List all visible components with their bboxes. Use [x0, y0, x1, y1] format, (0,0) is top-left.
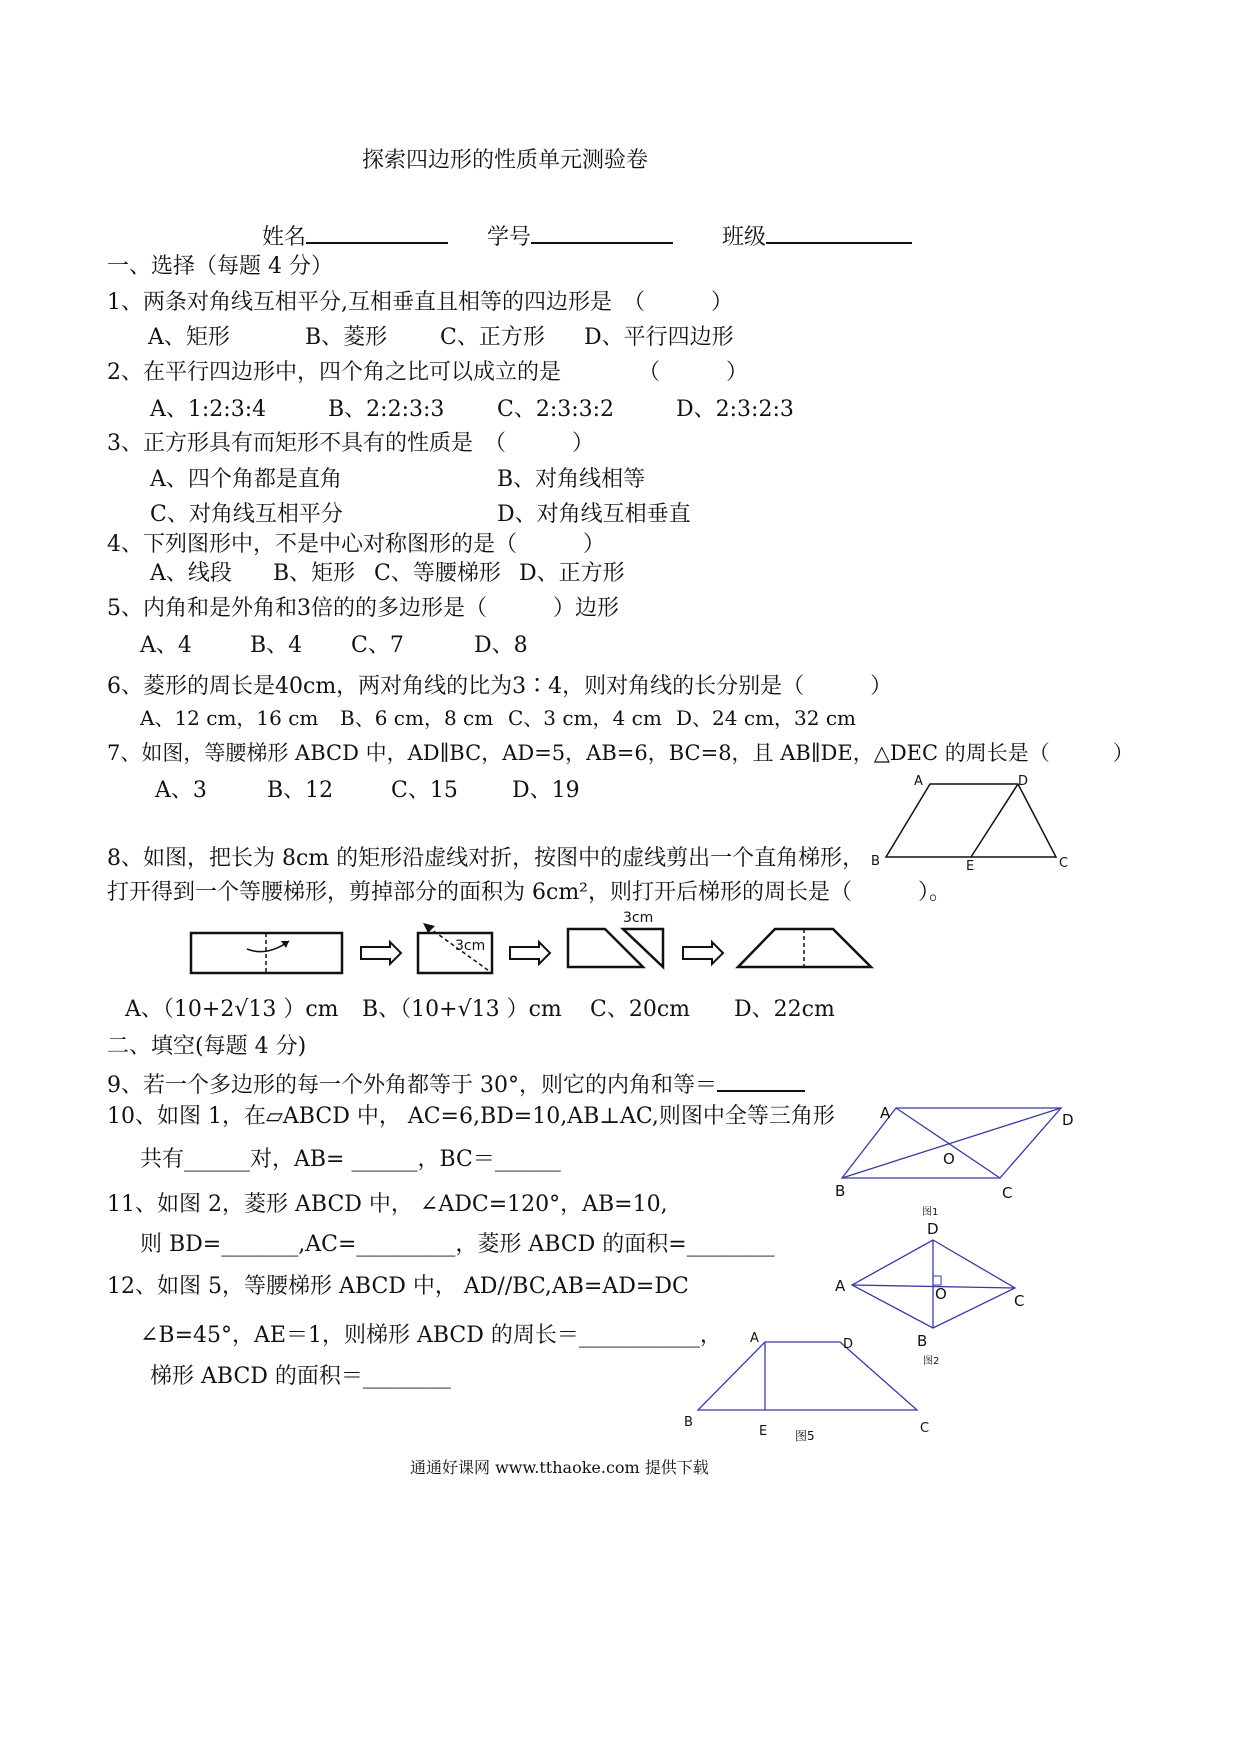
- q7-segment-de: [971, 784, 1018, 857]
- q10-line2: 共有______对，AB= ______，BC＝______: [140, 1147, 561, 1172]
- q8-option-c: C、20cm: [590, 997, 691, 1022]
- q11-label-b: B: [917, 1332, 928, 1350]
- q6-stem: 6、菱形的周长是40cm，两对角线的比为3∶4，则对角线的长分别是（ ）: [107, 674, 893, 699]
- q12-caption: 图5: [795, 1429, 815, 1443]
- q12-line1: 12、如图 5，等腰梯形 ABCD 中， AD//BC,AB=AD=DC: [107, 1274, 689, 1299]
- q7-label-a: A: [914, 774, 923, 789]
- q5-option-b: B、4: [250, 633, 303, 658]
- q10-label-d: D: [1062, 1111, 1074, 1129]
- q11-label-o: O: [935, 1285, 947, 1303]
- q12-label-c: C: [920, 1421, 930, 1436]
- q8-isosceles-trapezoid: [738, 929, 871, 967]
- q12-line3: 梯形 ABCD 的面积＝________: [150, 1364, 451, 1389]
- q8-cut-triangle: [623, 929, 663, 967]
- q1-option-d: D、平行四边形: [584, 325, 734, 350]
- q11-right-angle-mark: [933, 1276, 941, 1285]
- q12-trapezoid-figure: [680, 1330, 940, 1445]
- class-field: [722, 220, 912, 251]
- q8-line1: 8、如图，把长为 8cm 的矩形沿虚线对折，按图中的虚线剪出一个直角梯形，: [107, 846, 865, 871]
- q8-folding-figure: [185, 905, 885, 980]
- q3-option-c: C、对角线互相平分: [150, 502, 343, 527]
- q8-arrow-2-icon: [510, 942, 550, 964]
- q8-option-a: A、（10+2√13 ）cm: [125, 997, 339, 1022]
- q8-fold-arrowhead: [281, 941, 289, 948]
- q9-answer-blank[interactable]: [717, 1068, 805, 1092]
- q1-option-c: C、正方形: [440, 325, 545, 350]
- q8-line2: 打开得到一个等腰梯形，剪掉部分的面积为 6cm²，则打开后梯形的周长是（ ）。: [107, 880, 951, 905]
- q10-label-o: O: [943, 1150, 955, 1168]
- q9-stem: [107, 1068, 805, 1099]
- q7-label-d: D: [1018, 774, 1029, 789]
- q4-option-a: A、线段: [150, 561, 232, 586]
- q7-label-c: C: [1059, 856, 1069, 871]
- q8-option-d: D、22cm: [734, 997, 835, 1022]
- student-id-field: [487, 220, 673, 251]
- q8-rectangle: [191, 933, 342, 973]
- q5-stem: 5、内角和是外角和3倍的的多边形是（ ）边形: [107, 596, 619, 621]
- q7-stem: 7、如图，等腰梯形 ABCD 中，AD∥BC，AD=5，AB=6，BC=8，且 AB∥DE，△DEC 的周长是（ ）: [107, 741, 1134, 765]
- q10-parallelogram-figure: [830, 1098, 1080, 1218]
- q7-trapezoid-figure: [868, 770, 1078, 875]
- q6-option-c: C、3 cm，4 cm: [508, 706, 662, 730]
- q11-line2: 则 BD=_______,AC=_________，菱形 ABCD 的面积=________: [140, 1232, 775, 1257]
- q6-option-b: B、6 cm，8 cm: [340, 706, 494, 730]
- q3-option-a: A、四个角都是直角: [150, 467, 342, 492]
- q12-label-d: D: [843, 1337, 854, 1352]
- q2-option-b: B、2:2:3:3: [328, 397, 445, 422]
- q10-label-a: A: [880, 1104, 891, 1122]
- q7-option-b: B、12: [267, 778, 334, 803]
- q2-option-d: D、2:3:2:3: [676, 397, 794, 422]
- q5-option-d: D、8: [474, 633, 528, 658]
- q3-option-b: B、对角线相等: [497, 467, 646, 492]
- q2-option-a: A、1:2:3:4: [150, 397, 267, 422]
- q10-label-c: C: [1002, 1184, 1013, 1202]
- section-fill-heading: 二、填空(每题 4 分): [107, 1034, 307, 1059]
- q5-option-c: C、7: [351, 633, 404, 658]
- q2-stem: 2、在平行四边形中，四个角之比可以成立的是 （ ）: [107, 360, 748, 385]
- q12-trapezoid-outline: [698, 1342, 917, 1410]
- q4-option-d: D、正方形: [519, 561, 625, 586]
- q11-label-d: D: [927, 1220, 939, 1238]
- q3-stem: 3、正方形具有而矩形不具有的性质是 （ ）: [107, 431, 594, 456]
- q6-option-d: D、24 cm，32 cm: [676, 706, 856, 730]
- class-label: 班级: [722, 225, 767, 250]
- q12-line2: ∠B=45°，AE＝1，则梯形 ABCD 的周长＝___________，: [140, 1323, 722, 1348]
- q7-option-d: D、19: [512, 778, 580, 803]
- student-id-label: 学号: [487, 225, 532, 250]
- q6-option-a: A、12 cm，16 cm: [140, 706, 319, 730]
- q3-option-d: D、对角线互相垂直: [497, 502, 691, 527]
- q11-caption: 图2: [923, 1356, 940, 1367]
- q8-label-3cm-a: 3cm: [455, 938, 486, 954]
- q2-option-c: C、2:3:3:2: [497, 397, 615, 422]
- q8-arrow-1-icon: [361, 942, 401, 964]
- q8-option-b: B、（10+√13 ）cm: [362, 997, 562, 1022]
- q7-trapezoid-outline: [886, 784, 1056, 857]
- page-footer: 通通好课网 www.tthaoke.com 提供下载: [410, 1458, 709, 1477]
- q8-label-3cm-b: 3cm: [623, 910, 654, 926]
- q1-stem: 1、两条对角线互相平分,互相垂直且相等的四边形是 （ ）: [107, 290, 733, 315]
- page-title: 探索四边形的性质单元测验卷: [362, 148, 649, 173]
- q8-arrow-3-icon: [683, 942, 723, 964]
- q1-option-b: B、菱形: [305, 325, 388, 350]
- q4-option-c: C、等腰梯形: [374, 561, 501, 586]
- q7-option-c: C、15: [391, 778, 458, 803]
- q8-cut-arrowhead: [423, 923, 435, 933]
- section-choice-heading: 一、选择（每题 4 分）: [107, 254, 333, 279]
- q4-stem: 4、下列图形中，不是中心对称图形的是（ ）: [107, 532, 605, 557]
- q5-option-a: A、4: [140, 633, 192, 658]
- name-label: 姓名: [262, 225, 307, 250]
- q9-text: 9、若一个多边形的每一个外角都等于 30°，则它的内角和等＝: [107, 1073, 717, 1098]
- q7-label-b: B: [871, 854, 880, 869]
- q11-label-a: A: [835, 1277, 846, 1295]
- q8-right-trapezoid: [568, 929, 643, 967]
- q12-label-a: A: [750, 1331, 759, 1346]
- name-blank[interactable]: [306, 220, 448, 244]
- q4-option-b: B、矩形: [273, 561, 356, 586]
- q10-line1: 10、如图 1，在▱ABCD 中， AC=6,BD=10,AB⊥AC,则图中全等三角形: [107, 1104, 835, 1129]
- q11-line1: 11、如图 2，菱形 ABCD 中， ∠ADC=120°，AB=10,: [107, 1192, 668, 1217]
- q12-label-e: E: [759, 1424, 768, 1439]
- q7-label-e: E: [966, 859, 975, 874]
- q12-label-b: B: [684, 1415, 693, 1430]
- q10-caption: 图1: [922, 1207, 939, 1218]
- class-blank[interactable]: [766, 220, 912, 244]
- q7-option-a: A、3: [155, 778, 207, 803]
- student-id-blank[interactable]: [531, 220, 673, 244]
- q11-label-c: C: [1014, 1292, 1025, 1310]
- name-field: [262, 220, 448, 251]
- q10-label-b: B: [835, 1182, 846, 1200]
- q1-option-a: A、矩形: [148, 325, 230, 350]
